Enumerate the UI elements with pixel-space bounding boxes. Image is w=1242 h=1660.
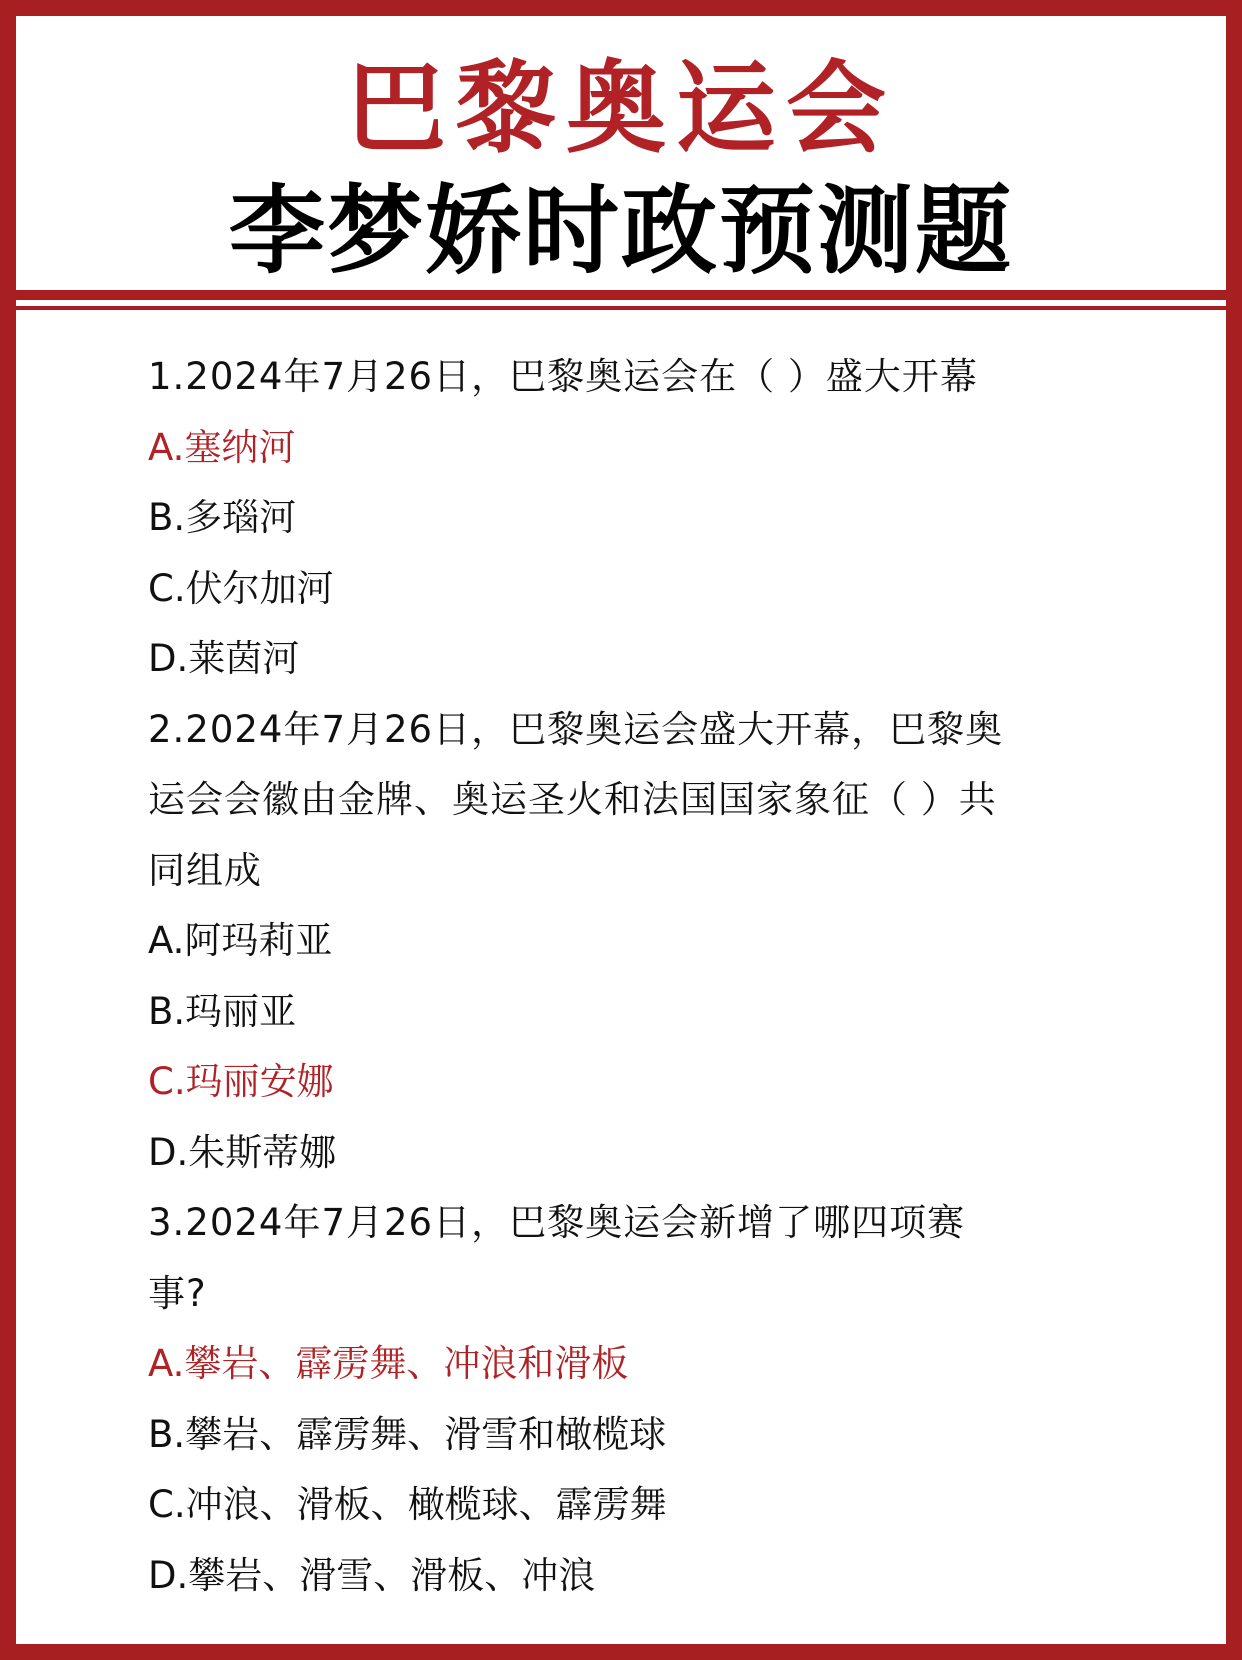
divider-thick [16,290,1226,300]
option: D.莱茵河 [148,637,300,680]
correct-option: C.玛丽安娜 [148,1060,334,1103]
correct-option: A.攀岩、霹雳舞、冲浪和滑板 [148,1342,629,1385]
option: B.玛丽亚 [148,989,297,1033]
question-text: 3.2024年7月26日，巴黎奥运会新增了哪四项赛 [148,1201,966,1244]
option: B.攀岩、霹雳舞、滑雪和橄榄球 [148,1412,667,1456]
option: C.冲浪、滑板、橄榄球、霹雳舞 [148,1483,667,1526]
question-text: 事? [148,1271,207,1315]
question-list [148,342,1128,1611]
correct-option: A.塞纳河 [148,425,296,469]
option: C.伏尔加河 [148,566,334,610]
question-text: 同组成 [148,848,262,892]
question-text: 2.2024年7月26日，巴黎奥运会盛大开幕，巴黎奥 [148,707,1004,751]
option: D.朱斯蒂娜 [148,1130,337,1174]
page-subtitle: 李梦娇时政预测题 [229,175,1013,287]
divider-thin [16,306,1226,310]
option: B.多瑙河 [148,496,297,539]
option: A.阿玛莉亚 [148,919,333,962]
question-text: 运会会徽由金牌、奥运圣火和法国国家象征（ ）共 [148,778,997,821]
page [16,16,1226,1644]
question-text: 1.2024年7月26日，巴黎奥运会在（ ）盛大开幕 [148,355,978,398]
option: D.攀岩、滑雪、滑板、冲浪 [148,1553,596,1597]
page-title: 巴黎奥运会 [346,50,896,167]
